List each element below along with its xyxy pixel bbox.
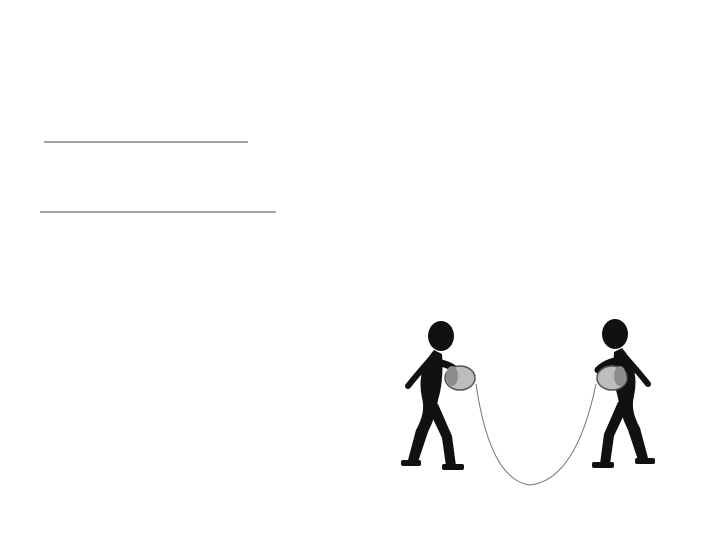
signal-wave-icon (38, 112, 278, 252)
tin-can-phone-icon (380, 320, 660, 490)
